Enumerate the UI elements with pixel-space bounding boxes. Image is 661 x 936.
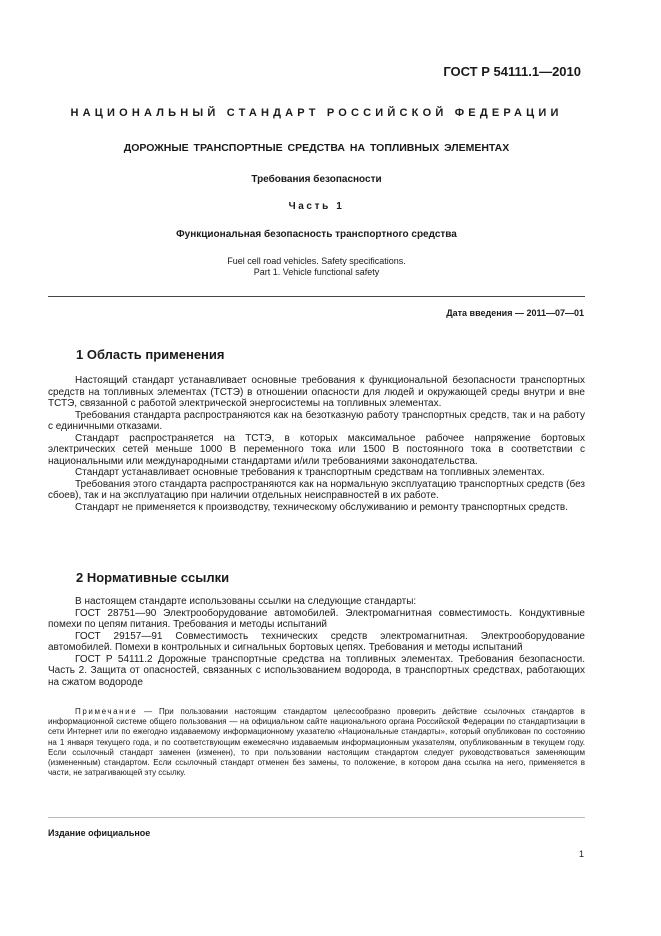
paragraph: Требования стандарта распространяются как на безотказную работу транспортных средств, так и на работу с единичными отказами. [48,409,585,432]
note-text: — При пользовании настоящим стандартом целесообразно проверить действие ссылочных стандартов в информационной системе общего пользования — на официальном сайте национального органа Российской Федерации по стандартизации в сети Интернет или по ежегодно издаваемому информационному указателю «Национальные стандарты», который опубликован по состоянию на 1 января текущего года, и по соответствующим ежемесячно издаваемым информационным указателям, опубликованным в текущем году. Если ссылочный стандарт заменен (изменен), то при пользовании настоящим стандартом следует руководствоваться заменяющим (измененным) стандартом. Если ссылочный стандарт отменен без замены, то положение, в котором дана ссылка на него, применяется в части, не затрагивающей эту ссылку. [48,707,585,778]
english-title-line-2: Part 1. Vehicle functional safety [253,267,380,277]
note-label: Примечание [75,707,138,716]
national-standard-heading: НАЦИОНАЛЬНЫЙ СТАНДАРТ РОССИЙСКОЙ ФЕДЕРАЦИИ [70,107,563,119]
paragraph: В настоящем стандарте использованы ссылки на следующие стандарты: [75,596,417,607]
document-part: Часть 1 [288,201,345,212]
paragraph: Требования этого стандарта распространяются как на нормальную эксплуатацию транспортных средств (без сбоев), так и на эксплуатацию при наличии отдельных неисправностей в их работе. [48,478,585,501]
reference-item: ГОСТ Р 54111.2 Дорожные транспортные средства на топливных элементах. Требования безопасности. Часть 2. Защита от опасностей, связанных с использованием водорода, в транспортных средствах, работающих на сжатом водороде [48,653,585,688]
english-title [48,256,585,278]
english-title-line-1: Fuel cell road vehicles. Safety specifications. [227,256,406,266]
paragraph: Стандарт не применяется к производству, техническому обслуживанию и ремонту транспортных средств. [75,501,569,513]
section-2-heading: 2 Нормативные ссылки [76,570,230,585]
official-edition-label: Издание официальное [48,828,151,838]
paragraph: Стандарт устанавливает основные требования к транспортным средствам на топливных элементах. [75,467,545,478]
footer-divider [48,817,585,818]
section-2-body [48,596,585,688]
note-block [48,707,585,778]
note-paragraph [48,707,585,778]
title-divider [48,296,585,297]
gost-number: ГОСТ Р 54111.1—2010 [443,64,581,79]
paragraph: Стандарт распространяется на ТСТЭ, в которых максимальное рабочее напряжение бортовых электрических сетей меньше 1000 В переменного тока или 1500 В постоянного тока в соответствии с национальными или международными стандартами и/или требованиями законодательства. [48,432,585,467]
reference-item: ГОСТ 28751—90 Электрооборудование автомобилей. Электромагнитная совместимость. Кондуктивные помехи по цепям питания. Требования и методы испытаний [48,607,585,630]
section-1-heading: 1 Область применения [76,347,225,362]
paragraph: Настоящий стандарт устанавливает основные требования к функциональной безопасности транспортных средств на топливных элементах (ТСТЭ) в отношении опасности для людей и окружающей среды внутри и вне ТСТЭ, связанной с работой электрической энергосистемы на топливных элементах. [48,375,585,409]
document-subtitle: Требования безопасности [251,174,382,185]
document-title: ДОРОЖНЫЕ ТРАНСПОРТНЫЕ СРЕДСТВА НА ТОПЛИВНЫХ ЭЛЕМЕНТАХ [123,142,510,154]
introduction-date: Дата введения — 2011—07—01 [446,308,584,318]
reference-item: ГОСТ 29157—91 Совместимость технических средств электромагнитная. Электрооборудование автомобилей. Помехи в контрольных и сигнальных бортовых цепях. Требования и методы испытаний [48,630,585,653]
page-number: 1 [578,849,584,859]
document-part-title: Функциональная безопасность транспортного средства [176,229,457,240]
section-1-body [48,375,585,513]
